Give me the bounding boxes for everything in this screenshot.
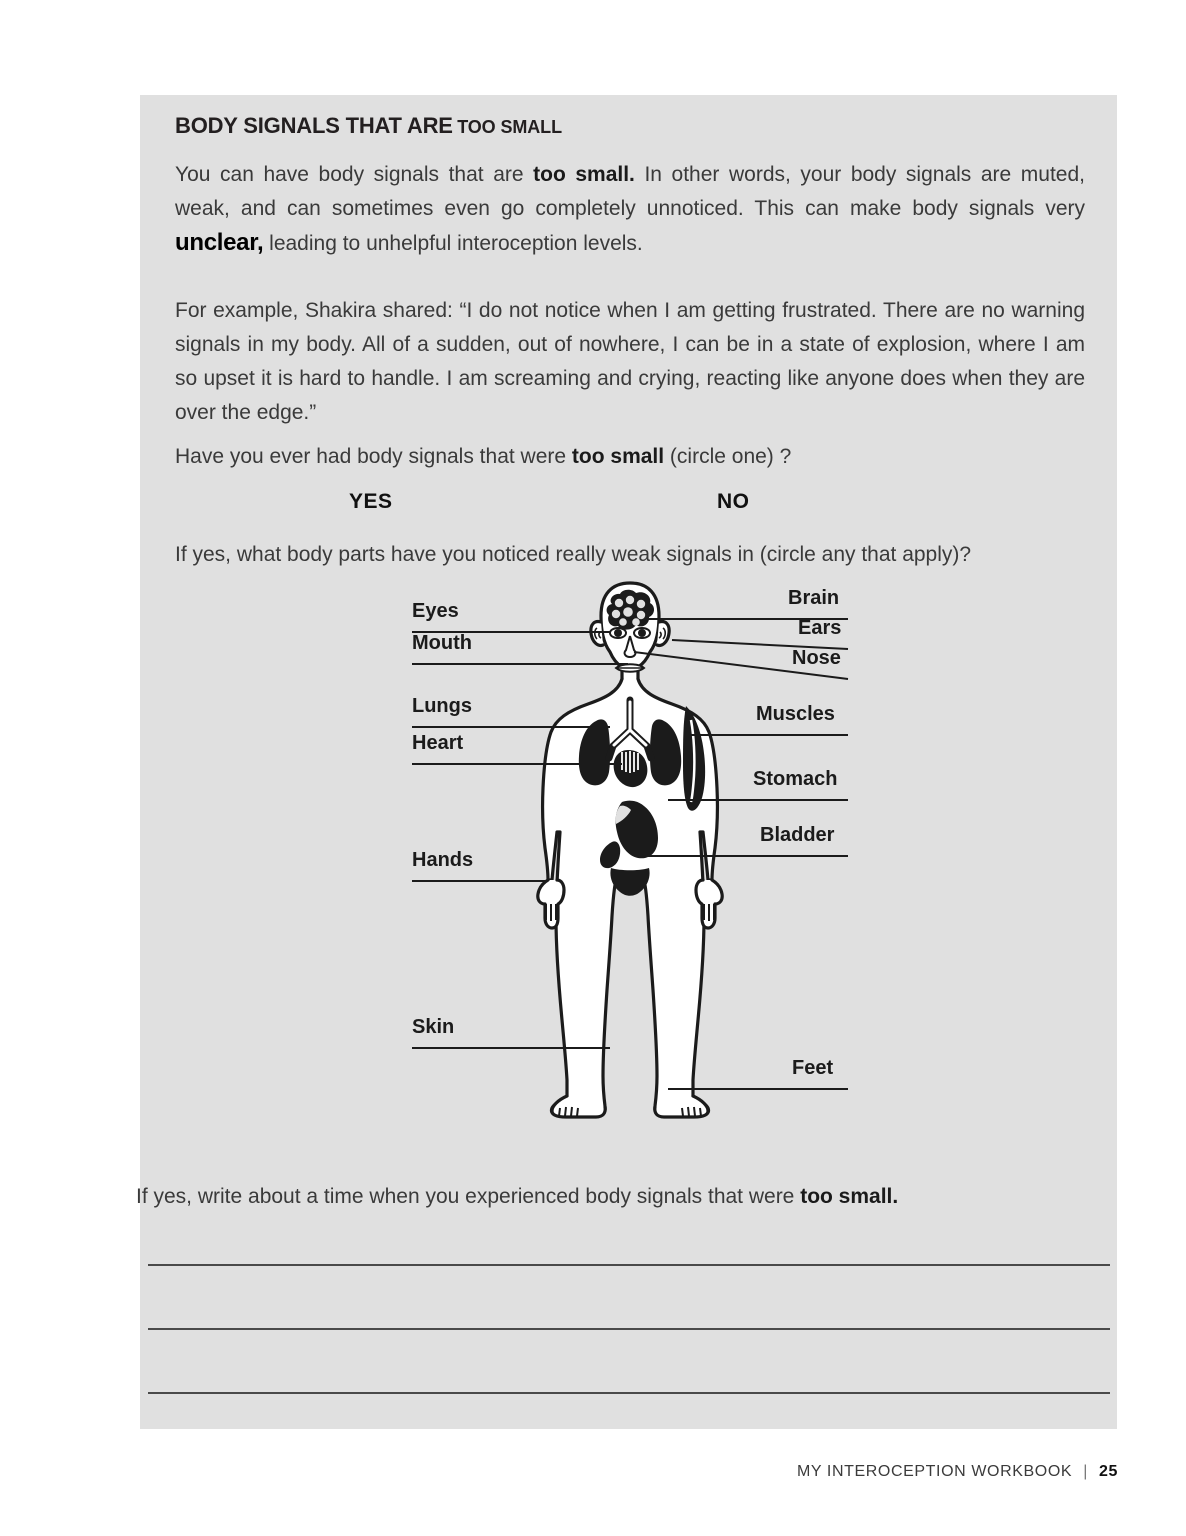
intro-text-1: You can have body signals that are — [175, 163, 534, 186]
writing-line[interactable] — [148, 1392, 1110, 1394]
question-1-text-a: Have you ever had body signals that were — [175, 445, 572, 468]
bladder-organ — [610, 868, 649, 896]
intro-text-2: In other words, your body signals are muted, weak, and can sometimes even go completely unnoticed. This can make body signals very — [175, 163, 1085, 220]
question-3-bold: too small. — [800, 1185, 899, 1208]
diagram-label-nose[interactable]: Nose — [792, 647, 841, 669]
question-circle-one — [175, 440, 1085, 474]
intro-bold-too-small: too small. — [533, 163, 635, 186]
diagram-label-lungs[interactable]: Lungs — [412, 695, 472, 717]
diagram-label-muscles[interactable]: Muscles — [756, 703, 835, 725]
diagram-label-stomach[interactable]: Stomach — [753, 768, 838, 790]
diagram-label-hands[interactable]: Hands — [412, 849, 474, 871]
question-write-about — [136, 1180, 1096, 1214]
diagram-label-brain[interactable]: Brain — [788, 587, 840, 609]
footer-page-number: 25 — [1099, 1463, 1118, 1480]
question-1-bold: too small — [571, 445, 665, 468]
diagram-label-eyes[interactable]: Eyes — [412, 600, 459, 622]
answer-option-yes[interactable]: YES — [349, 490, 393, 513]
page-footer — [797, 1463, 1118, 1481]
footer-separator: | — [1083, 1463, 1088, 1480]
body-diagram — [400, 580, 860, 1120]
question-3-text: If yes, write about a time when you experienced body signals that were — [136, 1185, 801, 1208]
footer-book-title: MY INTEROCEPTION WORKBOOK — [796, 1463, 1073, 1480]
diagram-label-feet[interactable]: Feet — [792, 1057, 834, 1079]
diagram-label-ears[interactable]: Ears — [798, 617, 842, 639]
intro-bold-unclear: unclear, — [175, 229, 264, 256]
page-title — [175, 113, 562, 139]
mouth-organ — [616, 664, 644, 672]
diagram-label-bladder[interactable]: Bladder — [760, 824, 835, 846]
answer-option-no[interactable]: NO — [717, 490, 750, 513]
page-title-emphasis: TOO SMALL — [457, 117, 562, 137]
page-title-main: BODY SIGNALS THAT ARE — [175, 113, 453, 138]
question-1-text-b: (circle one) ? — [664, 445, 792, 468]
intro-paragraph — [175, 158, 1085, 261]
diagram-label-mouth[interactable]: Mouth — [412, 632, 472, 654]
example-paragraph: For example, Shakira shared: “I do not notice when I am getting frustrated. There are no warning signals in my body. All of a sudden, out of nowhere, I can be in a state of explosion, where I am so upset it is hard to handle. I am screaming and crying, reacting like anyone does when they are over the edge.” — [175, 299, 1085, 424]
writing-line[interactable] — [148, 1328, 1110, 1330]
question-body-parts: If yes, what body parts have you noticed really weak signals in (circle any that apply)? — [175, 543, 972, 566]
writing-line[interactable] — [148, 1264, 1110, 1266]
intro-text-3: leading to unhelpful interoception levels. — [263, 232, 643, 255]
diagram-label-skin[interactable]: Skin — [412, 1016, 455, 1038]
brain-organ — [607, 590, 654, 630]
diagram-label-heart[interactable]: Heart — [412, 732, 464, 754]
